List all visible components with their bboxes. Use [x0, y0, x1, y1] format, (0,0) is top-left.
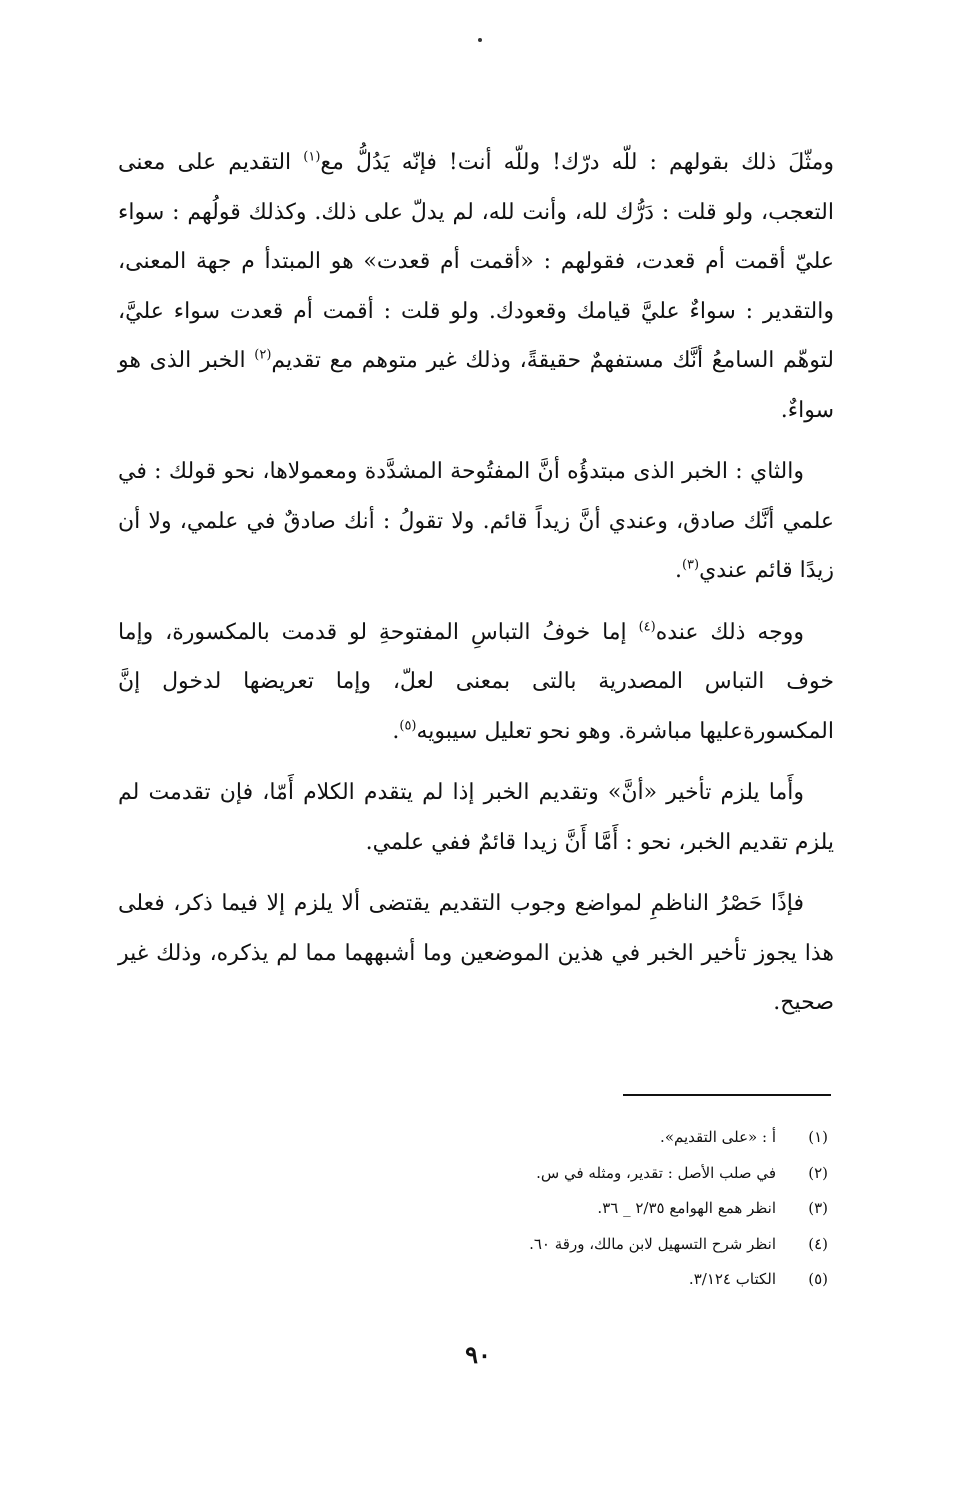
paragraph-1 — [118, 138, 834, 435]
paragraph-3-text: . — [392, 718, 400, 744]
footnote-ref-3: (٣) — [681, 557, 700, 573]
footnote-ref-2: (٢) — [254, 347, 272, 363]
footnote-ref-1: (١) — [303, 149, 321, 165]
paragraph-1-text: التقديم على معنى التعجب، ولو قلت : دَرُّك لله، وأنت لله، لم يدلّ على ذلك. وكذلك قولُهم : سواء عليّ أقمت أم قعدت، فقولهم : «أقمت أم قعدت» هو المبتدأ م جهة المعنى، والتقدير : سواءٌ عليَّ قيامك وقعودك. ولو قلت : أقمت أم قعدت سواء عليَّ، لتوهّم السامعُ أنَّك مستفهمٌ حقيقةً، وذلك غير متوهم مع تقديم — [118, 150, 834, 373]
paragraph-5 — [118, 879, 834, 1028]
footnote-number: (١) — [808, 1128, 828, 1146]
footnote-text: أ : «على التقديم». — [660, 1128, 776, 1146]
footnote-number: (٤) — [808, 1234, 828, 1253]
paragraph-2-text: والثاي : الخبر الذى مبتدؤُه أنَّ المفتُوحة المشدَّدة ومعمولاها، نحو قولك : في علمي أنَّك صادق، وعندي أنَّ زيداً قائم. ولا تقولُ : أنك صادقٌ في علمي، ولا أن زيدًا قائم عندي — [118, 459, 834, 583]
footnote-5 — [128, 1262, 828, 1298]
paragraph-3 — [118, 608, 834, 757]
footnote-4 — [128, 1227, 828, 1263]
page-speck — [478, 38, 482, 42]
footnote-divider — [623, 1094, 831, 1096]
paragraph-4 — [118, 768, 834, 867]
paragraph-2-text: . — [674, 558, 682, 583]
footnote-text: انظر شرح التسهيل لابن مالك، ورقة ٦٠. — [529, 1234, 776, 1253]
footnote-text: الكتاب ٣/١٢٤. — [688, 1270, 776, 1288]
paragraph-2 — [118, 447, 834, 596]
footnote-ref-5: (٥) — [399, 718, 417, 734]
footnote-number: (٣) — [808, 1199, 828, 1217]
footnote-text: انظر همع الهوامع ٢/٣٥ _ ٣٦. — [597, 1199, 776, 1217]
paragraph-3-text: إما خوفُ التباسِ المفتوحةِ لو قدمت بالمكسورة، وإما خوف التباس المصدرية بالتى بمعنى لعلّ، وإما تعريضها لدخول إنَّ المكسورةعليها مباشرة. وهو نحو تعليل سيبويه — [118, 619, 834, 744]
paragraph-3-text: ووجه ذلك عنده — [655, 619, 804, 645]
main-text — [118, 138, 834, 1040]
footnote-number: (٥) — [808, 1270, 828, 1288]
footnote-number: (٢) — [808, 1163, 828, 1182]
footnote-text: في صلب الأصل : تقدير، ومثله في س. — [536, 1163, 776, 1182]
paragraph-1-text: ومثّلَ ذلك بقولهم : للّه درّك! وللّه أنت! فإنّه يَدُلُّ مع — [320, 150, 835, 175]
footnote-2 — [128, 1156, 828, 1192]
paragraph-4-text: وأَما يلزم تأخير «أنَّ» وتقديم الخبر إذا لم يتقدم الكلام أَمّا، فإن تقدمت لم يلزم تقديم الخبر، نحو : أَمَّا أَنَّ زيدا قائمٌ ففي علمي. — [118, 780, 834, 855]
paragraph-1-text: الخبر الذى هو سواءٌ. — [118, 348, 834, 423]
footnote-3 — [128, 1191, 828, 1227]
paragraph-5-text: فإذًا حَصْرُ الناظمِ لمواضع وجوب التقديم يقتضى ألا يلزم إلا فيما ذكر، فعلى هذا يجوز تأخير الخبر في هذين الموضعين وما أشبههما مما لم يذكره، وذلك غير صحيح. — [118, 891, 834, 1015]
footnotes — [128, 1120, 828, 1298]
footnote-ref-4: (٤) — [638, 619, 656, 635]
footnote-1 — [128, 1120, 828, 1156]
page-number: ٩٠ — [465, 1340, 491, 1369]
